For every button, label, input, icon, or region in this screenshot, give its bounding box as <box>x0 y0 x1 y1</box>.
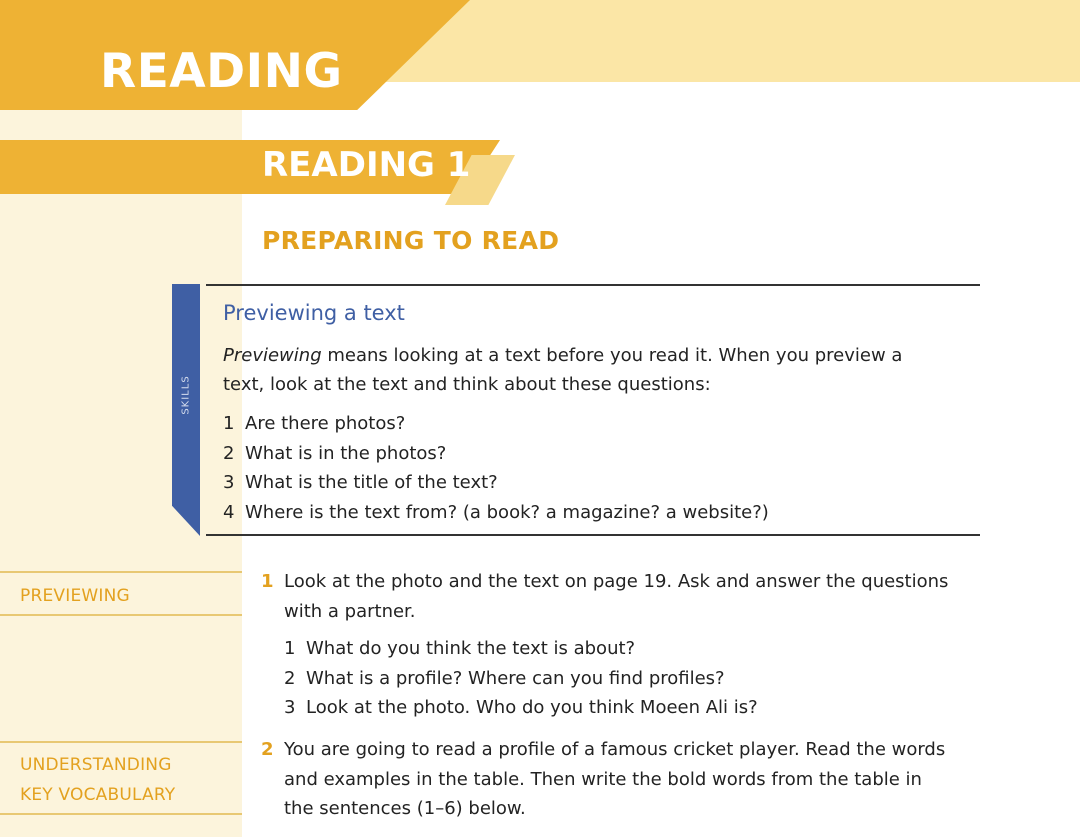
list-item <box>284 664 758 694</box>
ex2-line-3: the sentences (1–6) below. <box>284 798 526 820</box>
intro-emphasis: Previewing <box>223 345 322 366</box>
skills-tab-label: SKILLS <box>180 375 192 415</box>
ex1-line-1: Look at the photo and the text on page 19. Ask and answer the questions <box>284 571 949 592</box>
list-item <box>284 634 758 664</box>
list-item <box>223 439 769 469</box>
page-title: READING <box>100 44 343 99</box>
ex2-line-1: You are going to read a profile of a famous cricket player. Read the words <box>284 739 946 760</box>
exercise-1-instructions <box>284 567 984 626</box>
item-number: 2 <box>284 667 296 689</box>
sidebar-rule <box>0 741 242 743</box>
sidebar-rule <box>0 614 242 616</box>
list-item <box>223 409 769 439</box>
item-number: 1 <box>223 413 235 434</box>
preparing-heading: PREPARING TO READ <box>262 226 560 255</box>
item-text: What is the title of the text? <box>245 472 498 494</box>
list-item <box>284 693 758 723</box>
ex2-line-2: and examples in the table. Then write the bold words from the table in <box>284 768 922 790</box>
item-number: 3 <box>223 472 235 494</box>
item-text: What do you think the text is about? <box>306 638 636 659</box>
item-number: 2 <box>223 442 235 464</box>
vocab-line-1: UNDERSTANDING <box>20 755 172 775</box>
item-text: Are there photos? <box>245 413 406 434</box>
sidebar-label-previewing: PREVIEWING <box>20 586 130 606</box>
skills-box-heading: Previewing a text <box>223 301 405 325</box>
exercise-1-question-list <box>284 634 758 723</box>
vocab-line-2: KEY VOCABULARY <box>20 785 176 805</box>
exercise-number: 2 <box>261 739 274 760</box>
exercise-2-instructions <box>284 735 984 824</box>
ex1-line-2: with a partner. <box>284 600 416 622</box>
item-number: 1 <box>284 638 296 659</box>
list-item <box>223 498 769 528</box>
list-item <box>223 468 769 498</box>
sidebar-label-vocab <box>20 750 175 810</box>
sidebar-rule <box>0 813 242 815</box>
exercise-number: 1 <box>261 571 274 592</box>
intro-line-2: text, look at the text and think about these questions: <box>223 374 711 395</box>
item-text: Look at the photo. Who do you think Moeen Ali is? <box>306 697 758 719</box>
skills-question-list <box>223 409 769 528</box>
item-number: 4 <box>223 502 235 524</box>
item-text: Where is the text from? (a book? a magazine? a website?) <box>245 502 769 524</box>
item-text: What is a profile? Where can you find profiles? <box>306 667 725 689</box>
intro-line-1: means looking at a text before you read it. When you preview a <box>321 345 903 366</box>
item-text: What is in the photos? <box>245 442 447 464</box>
sidebar-rule <box>0 571 242 573</box>
item-number: 3 <box>284 697 296 719</box>
skills-box-intro <box>223 341 963 399</box>
section-subtitle: READING 1 <box>262 145 471 185</box>
